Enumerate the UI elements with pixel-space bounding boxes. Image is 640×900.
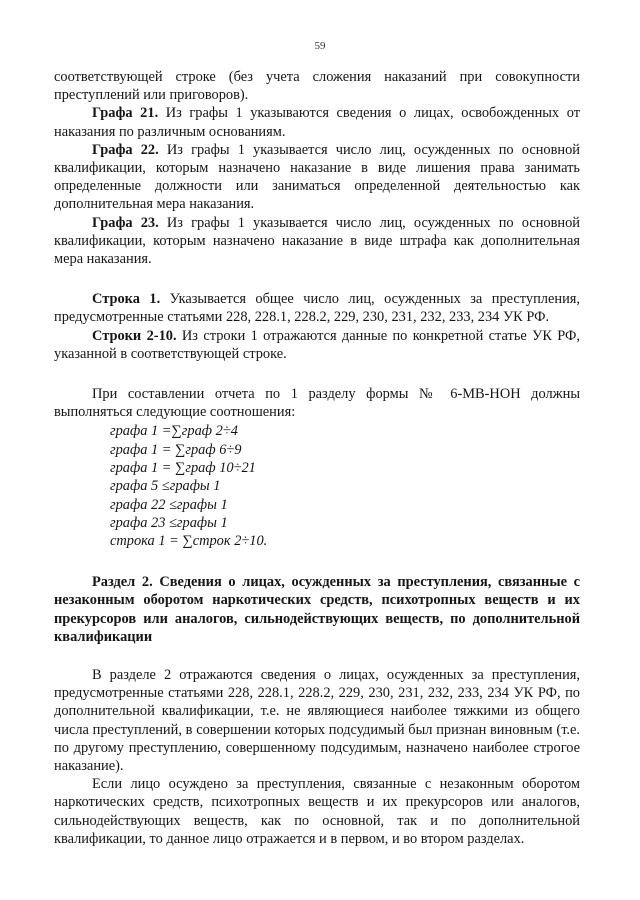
formula-line: графа 5 ≤графы 1 [110, 478, 221, 495]
paragraph-continuation: соответствующей строке (без учета сложения наказаний при совокупности преступлений или приговоров). [54, 69, 580, 104]
rows-2-10-text: Из строки 1 отражаются данные по конкретной статье УК РФ, указанной в соответствующей строке. [54, 327, 580, 362]
paragraph-column-23 [54, 214, 580, 269]
paragraph-row-1 [54, 290, 580, 326]
rows-2-10-label: Строки 2-10. [92, 327, 177, 344]
paragraph-column-22 [54, 141, 580, 214]
section-2-heading: Раздел 2. Сведения о лицах, осужденных за преступления, связанные с незаконным оборотом наркотических средств, психотропных веществ и их прекурсоров или аналогов, сильнодействующих веществ, по дополнительной квалификации [54, 573, 580, 646]
formula-line: строка 1 = ∑строк 2÷10. [110, 533, 268, 550]
formula-line: графа 1 =∑граф 2÷4 [110, 423, 238, 440]
row-1-text: Указывается общее число лиц, осужденных за преступления, предусмотренные статьями 228, 228.1, 228.2, 229, 230, 231, 232, 233, 234 УК РФ. [54, 291, 580, 326]
column-23-text: Из графы 1 указывается число лиц, осужденных по основной квалификации, которым назначено наказание в виде штрафа как дополнительная мера наказания. [54, 214, 580, 268]
paragraph-rows-2-10 [54, 327, 580, 363]
section-2-paragraph-2: Если лицо осуждено за преступления, связанные с незаконным оборотом наркотических средств, психотропных веществ и их прекурсоров или аналогов, сильнодействующих веществ, как по основной, так и по дополнительной квалификации, то данное лицо отражается и в первом, и во втором разделах. [54, 776, 580, 847]
column-21-text: Из графы 1 указываются сведения о лицах, освобожденных от наказания по различным основаниям. [54, 105, 580, 140]
ratio-formulas [110, 422, 580, 550]
formula-line: графа 1 = ∑граф 6÷9 [110, 441, 242, 458]
formula-line: графа 1 = ∑граф 10÷21 [110, 460, 256, 477]
column-22-label: Графа 22. [92, 141, 159, 158]
column-23-label: Графа 23. [92, 214, 159, 231]
document-body [54, 68, 580, 848]
page-number: 59 [314, 40, 326, 52]
section-2-paragraph-1: В разделе 2 отражаются сведения о лицах, осужденных за преступления, предусмотренные статьями 228, 228.1, 228.2, 229, 230, 231, 232, 233, 234 УК РФ, по дополнительной квалификации, т.е. не являющиеся наиболее тяжкими из общего числа преступлений, в совершении которых подсудимый был признан виновным (т.е. по другому преступлению, совершенному подсудимым, назначено наиболее строгое наказание). [54, 666, 580, 774]
paragraph-ratios-intro: При составлении отчета по 1 разделу формы № 6-МВ-НОН должны выполняться следующие соотношения: [54, 386, 580, 421]
paragraph-column-21 [54, 104, 580, 140]
formula-line: графа 23 ≤графы 1 [110, 514, 228, 531]
formula-line: графа 22 ≤графы 1 [110, 496, 228, 513]
row-1-label: Строка 1. [92, 291, 161, 308]
column-22-text: Из графы 1 указывается число лиц, осужденных по основной квалификации, которым назначено наказание в виде лишения права занимать определенные должности или заниматься определенной деятельностью как дополнительная мера наказания. [54, 141, 580, 213]
column-21-label: Графа 21. [92, 105, 159, 122]
